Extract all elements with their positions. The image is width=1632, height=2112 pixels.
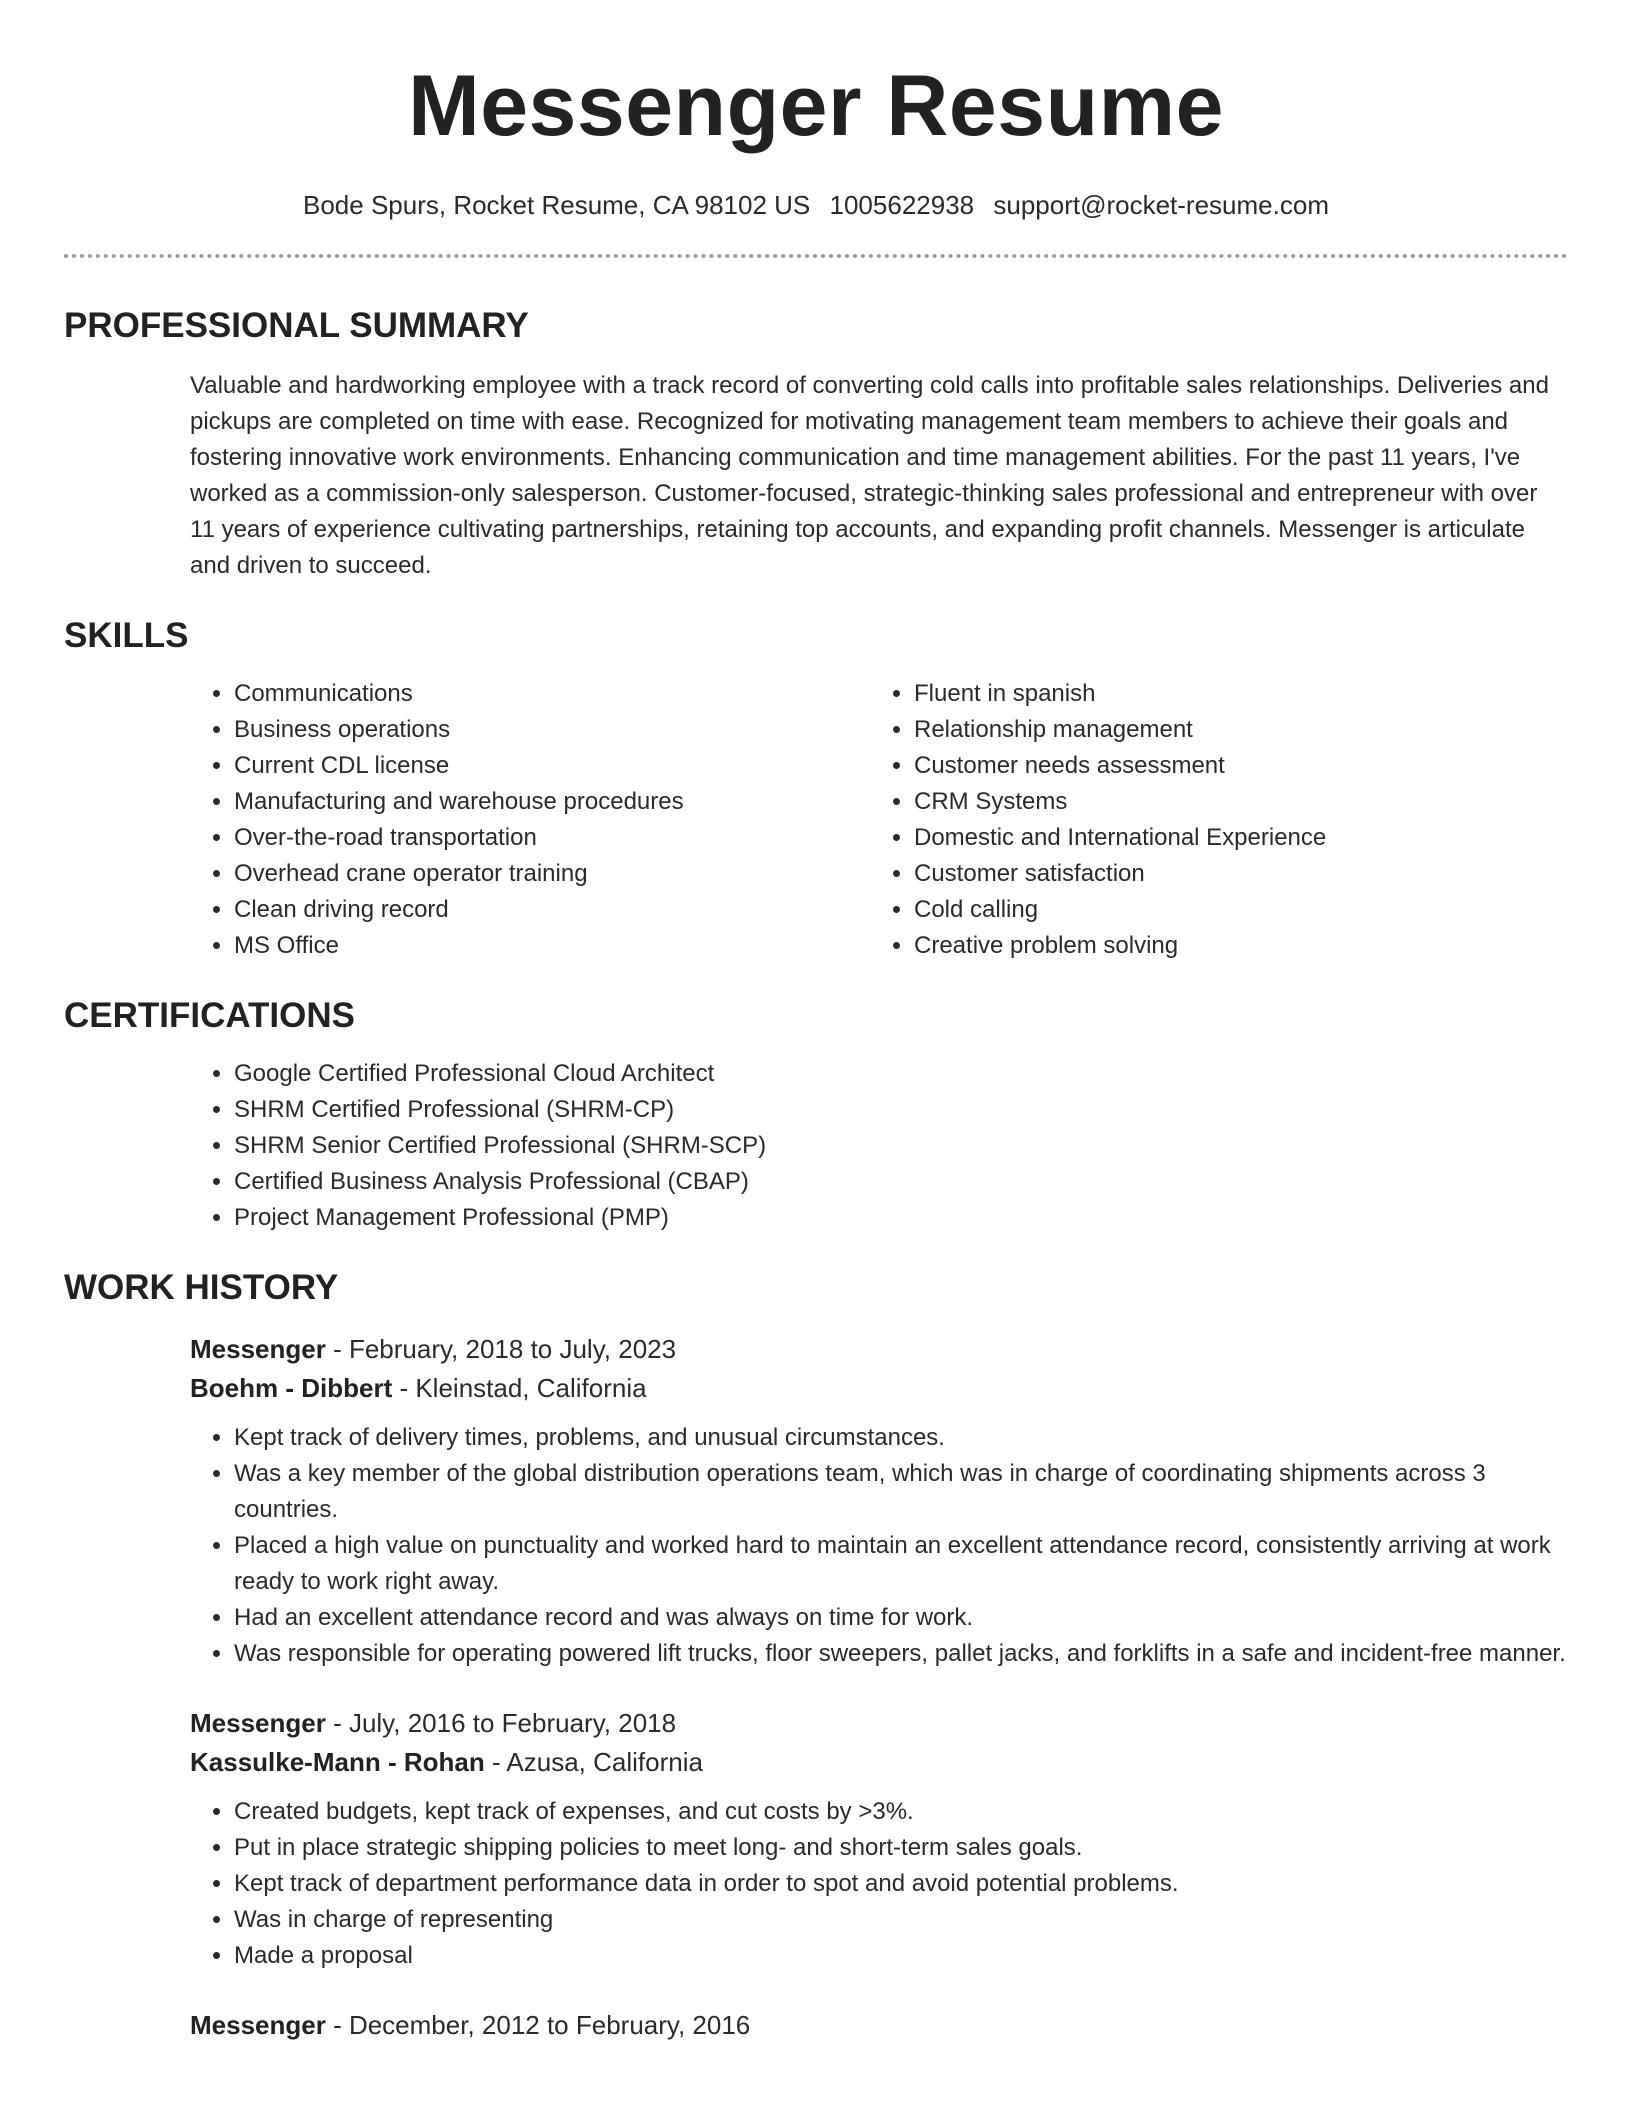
certifications-section: [64, 994, 1568, 1236]
skills-section: [64, 614, 1568, 964]
skill-item: • Customer needs assessment: [914, 748, 1550, 784]
job-dates: - December, 2012 to February, 2016: [325, 2010, 751, 2040]
skill-item: • Customer satisfaction: [914, 856, 1550, 892]
skills-title: SKILLS: [64, 616, 189, 655]
skill-item: • Clean driving record: [234, 892, 870, 928]
job-company: Kassulke-Mann - Rohan: [190, 1747, 485, 1777]
job-duty: • Kept track of delivery times, problems, and unusual circumstances.: [234, 1420, 1568, 1456]
skill-item: • Current CDL license: [234, 748, 870, 784]
contact-phone: 1005622938: [829, 190, 975, 220]
skill-item: • Domestic and International Experience: [914, 820, 1550, 856]
skill-item: • Over-the-road transportation: [234, 820, 870, 856]
header-divider: [64, 254, 1568, 258]
job-duty: • Was a key member of the global distribution operations team, which was in charge of coordinating shipments across 3 countries.: [234, 1456, 1568, 1528]
skill-item: • CRM Systems: [914, 784, 1550, 820]
summary-section: [64, 304, 1568, 584]
job-duties-list: [190, 1794, 1568, 1974]
job-title-line: [190, 1330, 1568, 1369]
resume-name: Messenger Resume: [408, 58, 1224, 154]
job-entry: [64, 1704, 1568, 1974]
skill-item: • MS Office: [234, 928, 870, 964]
job-location: - Azusa, California: [484, 1747, 703, 1777]
job-duty: • Placed a high value on punctuality and worked hard to maintain an excellent attendance record, consistently arriving at work ready to work right away.: [234, 1528, 1568, 1600]
job-role: Messenger: [190, 2010, 326, 2040]
job-duty: • Kept track of department performance data in order to spot and avoid potential problems.: [234, 1866, 1568, 1902]
job-role: Messenger: [190, 1334, 326, 1364]
contact-email: support@rocket-resume.com: [993, 190, 1329, 220]
summary-title: PROFESSIONAL SUMMARY: [64, 306, 529, 345]
skill-item: • Overhead crane operator training: [234, 856, 870, 892]
job-location: - Kleinstad, California: [392, 1373, 647, 1403]
job-company-line: [190, 1743, 1568, 1782]
certifications-list: [190, 1056, 1568, 1236]
contact-line: [64, 190, 1568, 220]
certification-item: • Google Certified Professional Cloud Architect: [234, 1056, 1568, 1092]
skills-right-list: [870, 676, 1550, 964]
job-dates: - February, 2018 to July, 2023: [325, 1334, 677, 1364]
job-title-line: [190, 1704, 1568, 1743]
certification-item: • Certified Business Analysis Professional (CBAP): [234, 1164, 1568, 1200]
certification-item: • SHRM Certified Professional (SHRM-CP): [234, 1092, 1568, 1128]
certifications-title: CERTIFICATIONS: [64, 996, 356, 1035]
job-entry: [64, 1330, 1568, 1672]
skill-item: • Relationship management: [914, 712, 1550, 748]
job-company: Boehm - Dibbert: [190, 1373, 393, 1403]
certification-item: • SHRM Senior Certified Professional (SHRM-SCP): [234, 1128, 1568, 1164]
job-title-line: [190, 2006, 1568, 2045]
job-duty: • Made a proposal: [234, 1938, 1568, 1974]
summary-text: Valuable and hardworking employee with a track record of converting cold calls into profitable sales relationships. Deliveries and pickups are completed on time with ease. Recognized for motivating management team members to achieve their goals and fostering innovative work environments. Enhancing communication and time management abilities. For the past 11 years, I've worked as a commission-only salesperson. Customer-focused, strategic-thinking sales professional and entrepreneur with over 11 years of experience cultivating partnerships, retaining top accounts, and expanding profit channels. Messenger is articulate and driven to succeed.: [190, 372, 1549, 579]
certification-item: • Project Management Professional (PMP): [234, 1200, 1568, 1236]
job-duty: • Had an excellent attendance record and was always on time for work.: [234, 1600, 1568, 1636]
job-duty: • Put in place strategic shipping policies to meet long- and short-term sales goals.: [234, 1830, 1568, 1866]
contact-address: Bode Spurs, Rocket Resume, CA 98102 US: [303, 190, 811, 220]
skill-item: • Creative problem solving: [914, 928, 1550, 964]
job-duties-list: [190, 1420, 1568, 1672]
job-duty: • Was in charge of representing: [234, 1902, 1568, 1938]
skill-item: • Fluent in spanish: [914, 676, 1550, 712]
job-entry: [64, 2006, 1568, 2045]
job-duty: • Was responsible for operating powered lift trucks, floor sweepers, pallet jacks, and forklifts in a safe and incident-free manner.: [234, 1636, 1568, 1672]
skill-item: • Communications: [234, 676, 870, 712]
job-duty: • Created budgets, kept track of expenses, and cut costs by >3%.: [234, 1794, 1568, 1830]
job-dates: - July, 2016 to February, 2018: [325, 1708, 677, 1738]
job-company-line: [190, 1369, 1568, 1408]
skill-item: • Business operations: [234, 712, 870, 748]
skill-item: • Cold calling: [914, 892, 1550, 928]
skills-left-list: [190, 676, 870, 964]
work-history-title: WORK HISTORY: [64, 1268, 339, 1307]
job-role: Messenger: [190, 1708, 326, 1738]
skill-item: • Manufacturing and warehouse procedures: [234, 784, 870, 820]
work-history-section: [64, 1266, 1568, 2045]
